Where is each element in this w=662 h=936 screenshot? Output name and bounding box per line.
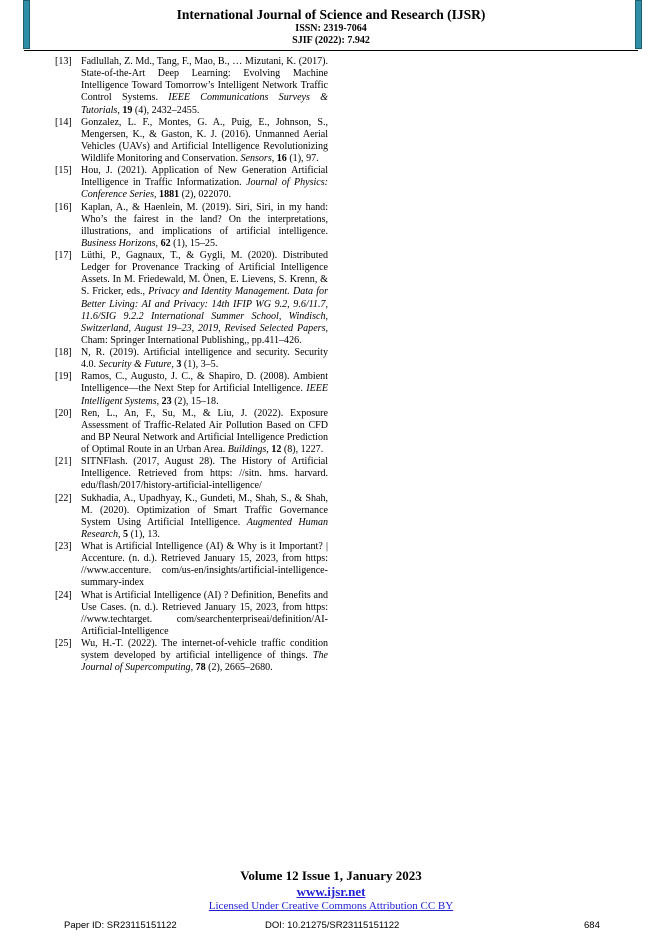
reference-number: [14] [55,116,72,128]
reference-segment: (2), 022070. [179,189,232,201]
reference-volume: 16 [276,153,287,164]
reference-segment: , [118,528,124,540]
reference-segment: SITNFlash. (2017, August 28). The History of Artificial Intelligence. Retrieved from https: //sitn. hms. harvard. edu/flash/2017/history-artificial-intelligence/ [81,456,328,492]
reference-number: [20] [55,407,72,419]
reference-volume: 1881 [159,189,180,201]
reference-item [55,347,328,371]
reference-item [55,456,328,492]
reference-text [81,250,328,347]
website-link[interactable]: www.ijsr.net [296,884,366,899]
reference-number: [19] [55,371,72,383]
reference-volume: 62 [160,237,171,249]
reference-source: Buildings [227,444,267,455]
reference-list [55,56,328,674]
reference-segment: (8), 1227. [281,444,324,455]
reference-source: IEEE Communications Surveys & Tutorials [81,92,329,116]
reference-volume: 23 [161,395,172,407]
reference-volume: 5 [123,528,129,540]
doi: DOI: 10.21275/SR23115151122 [265,920,400,931]
header-rule [24,50,638,51]
reference-item [55,165,328,201]
reference-segment: What is Artificial Intelligence (AI) & Why is it Important? | Accenture. (n. d.). Retrieved January 15, 2023, from https: //www.accenture. com/us-en/insights/artificial-intelligence-summary-index [81,541,328,589]
reference-item [55,541,328,590]
reference-text [81,347,328,371]
reference-text [81,590,328,639]
reference-source: IEEE Intelligent Systems [81,383,328,407]
reference-segment: Gonzalez, L. F., Montes, G. A., Puig, E., Johnson, S., Mengersen, K., & Gaston, K. J. (2016). Unmanned Aerial Vehicles (UAVs) and Artificial Intelligence Revolutionizing Wildlife Monitoring and Conservation. [81,116,328,164]
bottom-bar [0,920,662,932]
reference-source: Journal of Physics: Conference Series [81,177,328,201]
reference-source: Augmented Human Research [81,516,328,540]
reference-segment: (2), 15–18. [171,395,219,407]
reference-item [55,408,328,457]
reference-source: Privacy and Identity Management. Data for Better Living: AI and Privacy: 14th IFIP WG 9.2, 9.6/11.7, 11.6/SIG 9.2.2 International Summer School, Windisch, Switzerland, August 19–23, 2019, Revised Selected Papers [81,286,328,334]
reference-volume: 12 [271,444,282,455]
reference-segment: , [271,153,277,164]
reference-segment: , [155,237,161,249]
reference-number: [22] [55,492,72,504]
reference-number: [13] [55,56,72,67]
reference-segment: , [190,662,196,674]
reference-item [55,202,328,251]
reference-item [55,638,328,674]
reference-segment: (1), 13. [128,528,160,540]
reference-item [55,250,328,347]
reference-text [81,202,328,251]
reference-volume: 3 [176,359,182,371]
reference-source: Business Horizons [81,237,156,249]
reference-segment: (1), 97. [286,153,319,164]
reference-text [81,117,328,166]
reference-volume: 19 [122,104,133,116]
reference-segment: Sukhadia, A., Upadhyay, K., Gundeti, M., Shah, S., & Shah, M. (2020). Optimization of Smart Traffic Governance System Using Artificial Intelligence. [81,492,328,528]
reference-item [55,56,328,117]
reference-text [81,165,328,201]
reference-text [81,371,328,407]
reference-segment: , Cham: Springer International Publishing,, pp.411–426. [81,322,328,346]
page-header [0,7,662,47]
reference-text [81,638,328,674]
reference-number: [17] [55,250,72,261]
reference-segment: (2), 2665–2680. [205,662,273,674]
reference-segment: (1), 15–25. [170,237,218,249]
reference-segment: , [156,395,162,407]
reference-text [81,541,328,590]
reference-text [81,493,328,542]
reference-text [81,56,328,117]
reference-number: [21] [55,456,72,468]
reference-segment: , [266,444,272,455]
reference-segment: Kaplan, A., & Haenlein, M. (2019). Siri, Siri, in my hand: Who’s the fairest in the land? On the interpretations, illustrations, and implications of artificial intelligence. [81,201,328,237]
reference-segment: (1), 3–5. [181,359,219,371]
reference-text [81,408,328,457]
reference-number: [23] [55,541,72,552]
reference-number: [16] [55,201,72,213]
reference-source: The Journal of Supercomputing [81,650,328,674]
reference-segment: Ramos, C., Augusto, J. C., & Shapiro, D. (2008). Ambient Intelligence—the Next Step for Artificial Intelligence. [81,371,328,395]
license-link[interactable]: Licensed Under Creative Commons Attribution CC BY [208,900,454,912]
reference-segment: , [117,104,123,116]
journal-title: International Journal of Science and Research (IJSR) [176,7,486,22]
page-footer [0,868,662,913]
reference-source: Security & Future [98,359,172,371]
reference-number: [25] [55,638,72,649]
issn: ISSN: 2319-7064 [295,23,367,34]
reference-text [81,456,328,492]
reference-segment: N, R. (2019). Artificial intelligence and security. Security 4.0. [81,347,328,371]
reference-segment: What is Artificial Intelligence (AI) ? Definition, Benefits and Use Cases. (n. d.). Retrieved January 15, 2023, from https: //www.techtarget. com/searchenterpriseai/definition/AI-Artificial-Intelligence [81,589,328,637]
reference-segment: Fadlullah, Z. Md., Tang, F., Mao, B., … Mizutani, K. (2017). State-of-the-Art Deep Learning: Evolving Machine Intelligence Toward Tomorrow’s Intelligent Network Traffic Control Systems. [81,56,328,104]
reference-segment: Wu, H.-T. (2022). The internet-of-vehicle traffic condition system developed by artificial intelligence of things. [81,638,328,662]
reference-item [55,371,328,407]
reference-source: Sensors [240,153,272,164]
paper-id: Paper ID: SR23115151122 [64,920,177,931]
reference-segment: Ren, L., An, F., Su, M., & Liu, J. (2022). Exposure Assessment of Traffic-Related Air Pollution Based on CFD and BP Neural Network and Artificial Intelligence Prediction of Optimal Route in an Urban Area. [81,407,328,455]
volume-issue: Volume 12 Issue 1, January 2023 [240,868,422,883]
sjif: SJIF (2022): 7.942 [292,35,370,46]
reference-segment: Lüthi, P., Gagnaux, T., & Gygli, M. (2020). Distributed Ledger for Provenance Tracking of Artificial Intelligence Assets. In M. Friedewald, M. Önen, E. Lievens, S. Krenn, & S. Fricker, eds., [81,250,328,298]
reference-item [55,493,328,542]
reference-number: [24] [55,589,72,601]
reference-segment: , [171,359,177,371]
reference-number: [15] [55,165,72,177]
reference-segment: Hou, J. (2021). Application of New Generation Artificial Intelligence in Traffic Informatization. [81,165,328,189]
reference-segment: , [154,189,160,201]
reference-item [55,590,328,639]
reference-segment: (4), 2432–2455. [132,104,200,116]
reference-number: [18] [55,347,72,358]
page-number: 684 [584,920,600,931]
reference-item [55,117,328,166]
reference-volume: 78 [195,662,206,674]
